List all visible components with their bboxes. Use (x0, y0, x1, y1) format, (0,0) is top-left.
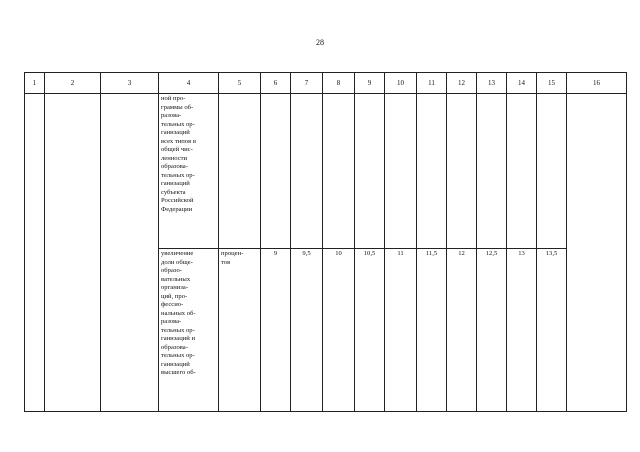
value-cell: 9,5 (291, 249, 323, 412)
value-cell (447, 94, 477, 249)
header-cell: 2 (45, 73, 101, 94)
value-cell: 13 (507, 249, 537, 412)
value-cell: 9 (261, 249, 291, 412)
header-cell: 13 (477, 73, 507, 94)
header-cell: 6 (261, 73, 291, 94)
value-cell (477, 94, 507, 249)
goal-cell (45, 94, 101, 412)
header-cell: 10 (385, 73, 417, 94)
table-row (25, 94, 627, 249)
header-cell: 7 (291, 73, 323, 94)
row-number-cell (25, 94, 45, 412)
value-cell (507, 94, 537, 249)
value-cell: 11 (385, 249, 417, 412)
unit-cell: процен- тов (219, 249, 261, 412)
header-row (25, 73, 627, 94)
indicator-cell: ной про- граммы об- разова- тельных ор- ганизаций всех типов в общей чис- ленности образова- тельных ор- ганизаций субъекта Российской Федерации (159, 94, 219, 249)
header-cell: 5 (219, 73, 261, 94)
page-number: 28 (316, 38, 324, 47)
header-cell: 12 (447, 73, 477, 94)
header-cell: 11 (417, 73, 447, 94)
header-cell: 3 (101, 73, 159, 94)
indicator-table (24, 72, 627, 412)
value-cell: 12,5 (477, 249, 507, 412)
header-cell: 9 (355, 73, 385, 94)
indicator-cell: увеличение доли обще- образо- вательных организа- ций, про- фессио- нальных об- разова- тельных ор- ганизаций и образова- тельных ор- ганизаций высшего об- (159, 249, 219, 412)
header-cell: 15 (537, 73, 567, 94)
unit-cell (219, 94, 261, 249)
header-cell: 16 (567, 73, 627, 94)
value-cell: 13,5 (537, 249, 567, 412)
value-cell (291, 94, 323, 249)
header-cell: 14 (507, 73, 537, 94)
value-cell: 10 (323, 249, 355, 412)
header-cell: 8 (323, 73, 355, 94)
value-cell (385, 94, 417, 249)
header-cell: 4 (159, 73, 219, 94)
value-cell (537, 94, 567, 249)
value-cell: 11,5 (417, 249, 447, 412)
value-cell: 12 (447, 249, 477, 412)
header-cell: 1 (25, 73, 45, 94)
value-cell (355, 94, 385, 249)
value-cell (417, 94, 447, 249)
value-cell (323, 94, 355, 249)
value-cell (261, 94, 291, 249)
note-cell (567, 94, 627, 412)
value-cell: 10,5 (355, 249, 385, 412)
task-cell (101, 94, 159, 412)
